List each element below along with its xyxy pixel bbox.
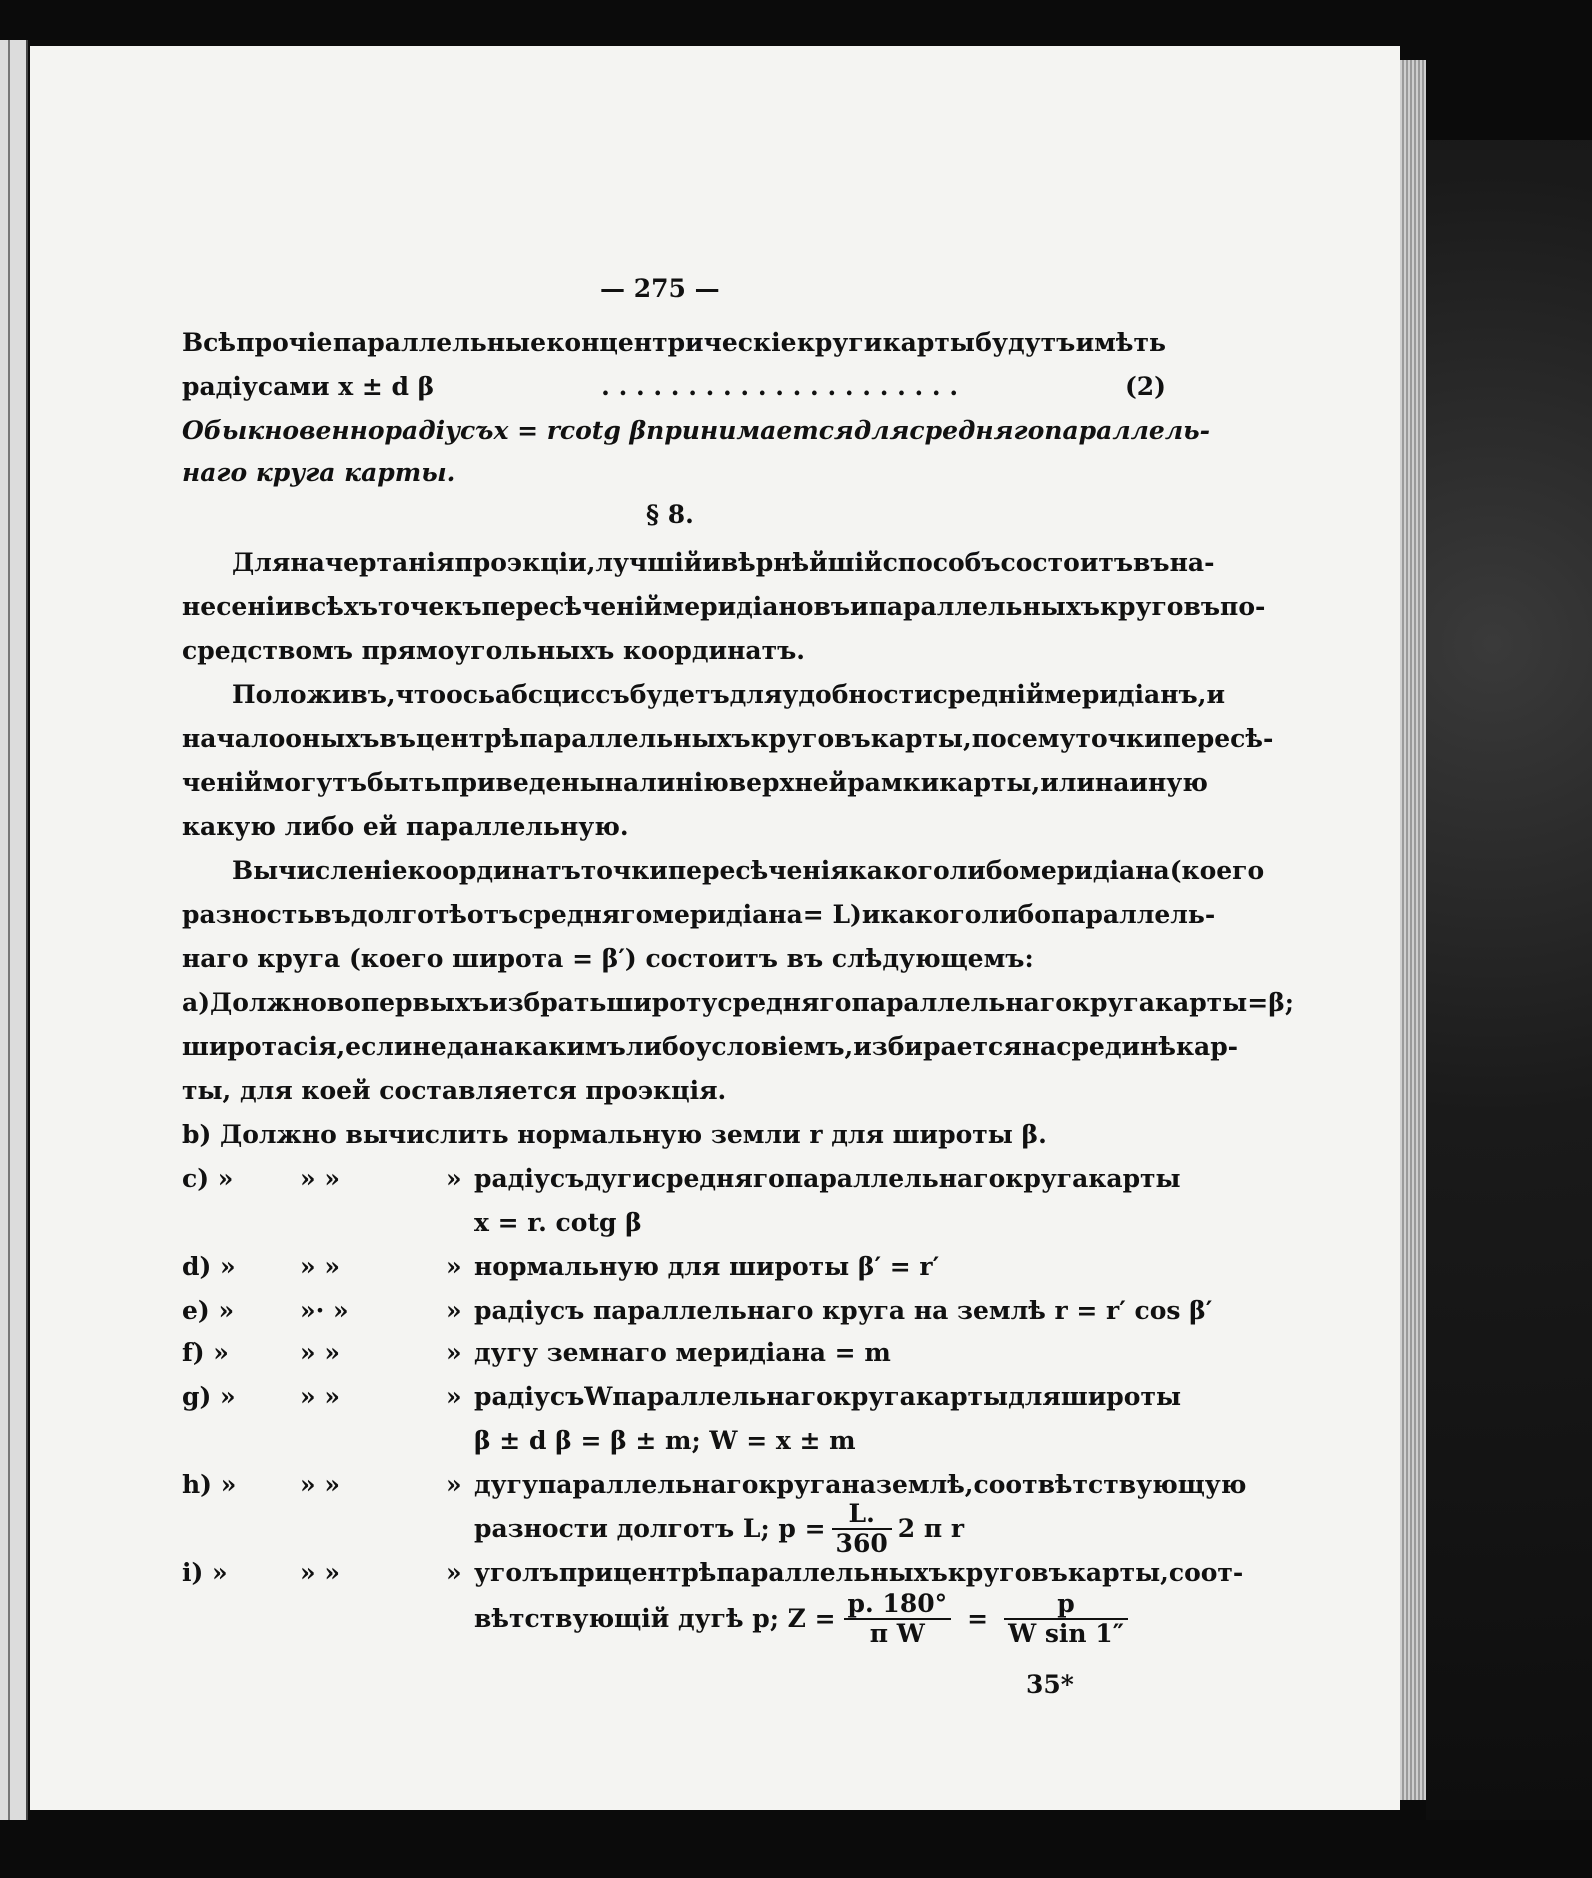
item-e-ditto: »· » bbox=[300, 1296, 349, 1325]
word: параллельнаго bbox=[784, 1164, 1006, 1193]
word: что bbox=[395, 680, 447, 709]
section-heading: § 8. bbox=[646, 500, 694, 529]
word: быть bbox=[366, 768, 442, 797]
word: W bbox=[584, 1382, 613, 1411]
item-g-text bbox=[474, 1382, 1182, 1411]
word: сія, bbox=[293, 1032, 346, 1061]
item-g-quote: » bbox=[446, 1382, 462, 1411]
p2-line-2: наго круга карты. bbox=[182, 458, 456, 487]
word: какого bbox=[848, 856, 950, 885]
word: круговъ bbox=[1099, 592, 1221, 621]
word: меридіана bbox=[652, 900, 803, 929]
word: Всѣ bbox=[182, 328, 236, 357]
word: круговъ bbox=[947, 1558, 1068, 1587]
word: параллельные bbox=[332, 328, 547, 357]
fraction-angle bbox=[844, 1590, 952, 1647]
word: начертанія bbox=[290, 548, 455, 577]
item-f-quote: » bbox=[446, 1338, 462, 1367]
word: параллельныхъ bbox=[519, 724, 751, 753]
item-d-ditto: » » bbox=[300, 1252, 340, 1281]
word: меридіановъ bbox=[662, 592, 851, 621]
word: для bbox=[1008, 1382, 1061, 1411]
word: прочіе bbox=[236, 328, 333, 357]
item-h-formula bbox=[474, 1500, 964, 1557]
word: избрать bbox=[489, 988, 607, 1017]
item-h-label: h) » bbox=[182, 1470, 237, 1499]
word: начало bbox=[182, 724, 286, 753]
word: кар- bbox=[1175, 1032, 1239, 1061]
item-h-formula-pre: разности долготъ L; p = bbox=[474, 1514, 826, 1543]
item-i-text bbox=[474, 1558, 1244, 1587]
word: во bbox=[326, 988, 361, 1017]
word: меридіана bbox=[1019, 856, 1170, 885]
word: дуги bbox=[584, 1164, 651, 1193]
item-g-ditto: » » bbox=[300, 1382, 340, 1411]
p2-line-1 bbox=[182, 416, 1211, 445]
word: карты bbox=[1088, 1164, 1181, 1193]
word: ченій bbox=[182, 768, 263, 797]
p3-line-3: средствомъ прямоугольныхъ координатъ. bbox=[182, 636, 805, 665]
word: параллельнаго bbox=[538, 1470, 759, 1499]
word: средняго bbox=[518, 900, 653, 929]
page-stack-edge bbox=[1400, 60, 1426, 1800]
item-f-text: дугу земнаго меридіана = m bbox=[474, 1338, 891, 1367]
word: линію bbox=[639, 768, 729, 797]
word: меридіанъ, bbox=[1044, 680, 1207, 709]
word: дана bbox=[446, 1032, 515, 1061]
item-h-quote: » bbox=[446, 1470, 462, 1499]
word: круга bbox=[832, 1382, 916, 1411]
left-page-edge bbox=[0, 40, 28, 1820]
item-c-ditto: » » bbox=[300, 1164, 340, 1193]
word: круги bbox=[796, 328, 883, 357]
word: землѣ, bbox=[876, 1470, 974, 1499]
word: концентрическіе bbox=[546, 328, 797, 357]
item-d-quote: » bbox=[446, 1252, 462, 1281]
word: a) bbox=[182, 988, 211, 1017]
word: Должно bbox=[210, 988, 327, 1017]
word: могутъ bbox=[262, 768, 367, 797]
item-a-line-3: ты, для коей составляется проэкція. bbox=[182, 1076, 727, 1105]
word: по- bbox=[1220, 592, 1266, 621]
equation-number: (2) bbox=[1124, 372, 1166, 401]
word: Обыкновенно bbox=[182, 416, 385, 445]
word: уголъ bbox=[474, 1558, 559, 1587]
p4-line-2 bbox=[182, 724, 1274, 753]
word: имѣть bbox=[1075, 328, 1166, 357]
word: при bbox=[558, 1558, 614, 1587]
p3-line-2 bbox=[182, 592, 1266, 621]
p4-line-3 bbox=[182, 768, 1208, 797]
word: точекъ bbox=[377, 592, 482, 621]
word: на- bbox=[1169, 548, 1215, 577]
item-c-label: c) » bbox=[182, 1164, 234, 1193]
word: если bbox=[345, 1032, 413, 1061]
book-cover bbox=[1426, 140, 1592, 1820]
word: точки bbox=[580, 856, 668, 885]
fraction-denominator: W sin 1″ bbox=[1008, 1618, 1124, 1648]
p1-line-1 bbox=[182, 330, 1166, 355]
item-i-ditto: » » bbox=[300, 1558, 340, 1587]
word: для bbox=[729, 680, 783, 709]
word: радіусъ bbox=[474, 1164, 585, 1193]
word: Для bbox=[232, 548, 291, 577]
word: средній bbox=[932, 680, 1045, 709]
p1-line-2-start: радіусами x ± d β bbox=[182, 372, 435, 401]
word: средняго bbox=[909, 416, 1045, 445]
fraction-l-360 bbox=[832, 1500, 892, 1557]
word: посему bbox=[971, 724, 1076, 753]
word: средняго bbox=[717, 988, 852, 1017]
item-f-ditto: » » bbox=[300, 1338, 340, 1367]
item-i-formula bbox=[474, 1590, 1136, 1647]
word: карты bbox=[1154, 988, 1248, 1017]
fraction-numerator: p bbox=[1004, 1590, 1128, 1620]
item-h-formula-post: 2 π r bbox=[897, 1514, 965, 1543]
word: будетъ bbox=[629, 680, 730, 709]
printer-signature-mark: 35* bbox=[1026, 1670, 1074, 1699]
word: въ bbox=[314, 900, 351, 929]
word: какого bbox=[880, 900, 982, 929]
item-a-line-1 bbox=[182, 988, 1295, 1017]
word: карты, bbox=[939, 768, 1041, 797]
word: на bbox=[1021, 1032, 1057, 1061]
word: круга bbox=[758, 1470, 842, 1499]
word: круга bbox=[1005, 1164, 1089, 1193]
word: карты bbox=[882, 328, 975, 357]
p3-line-1 bbox=[232, 548, 1215, 577]
word: радіусъ bbox=[384, 416, 494, 445]
item-h-ditto: » » bbox=[300, 1470, 340, 1499]
p4-line-4: какую либо ей параллельную. bbox=[182, 812, 629, 841]
word: удобности bbox=[782, 680, 933, 709]
p4-line-1 bbox=[232, 680, 1225, 709]
word: верхней bbox=[728, 768, 848, 797]
word: иную bbox=[1129, 768, 1208, 797]
word: оныхъ bbox=[285, 724, 380, 753]
item-b: b) Должно вычислить нормальную земли r для широты β. bbox=[182, 1120, 1047, 1149]
word: на bbox=[1094, 768, 1130, 797]
item-c-quote: » bbox=[446, 1164, 462, 1193]
item-h-text bbox=[474, 1470, 1247, 1499]
word: карты, bbox=[1067, 1558, 1169, 1587]
item-c-text bbox=[474, 1164, 1181, 1193]
item-i-label: i) » bbox=[182, 1558, 228, 1587]
word: и bbox=[861, 900, 881, 929]
word: приведены bbox=[441, 768, 605, 797]
word: рамки bbox=[847, 768, 940, 797]
word: центрѣ bbox=[613, 1558, 717, 1587]
word: средняго bbox=[650, 1164, 785, 1193]
word: центрѣ bbox=[415, 724, 520, 753]
word: принимается bbox=[646, 416, 854, 445]
item-i-quote: » bbox=[446, 1558, 462, 1587]
word: либо bbox=[625, 1032, 696, 1061]
item-d-label: d) » bbox=[182, 1252, 236, 1281]
word: абсциссъ bbox=[494, 680, 630, 709]
fraction-denominator: 360 bbox=[835, 1528, 888, 1558]
word: =β; bbox=[1247, 988, 1295, 1017]
word: пересѣ- bbox=[1162, 724, 1274, 753]
word: пересѣченій bbox=[481, 592, 663, 621]
word: на bbox=[841, 1470, 876, 1499]
word: несеніи bbox=[182, 592, 294, 621]
word: срединѣ bbox=[1056, 1032, 1176, 1061]
item-a-line-2 bbox=[182, 1032, 1239, 1061]
word: параллельныхъ bbox=[868, 592, 1100, 621]
word: въ bbox=[379, 724, 416, 753]
word: условіемъ, bbox=[695, 1032, 854, 1061]
word: параллельнаго bbox=[851, 988, 1072, 1017]
word: дугу bbox=[474, 1470, 538, 1499]
word: не bbox=[412, 1032, 447, 1061]
item-d-text: нормальную для широты β′ = r′ bbox=[474, 1252, 940, 1281]
word: въ bbox=[1133, 548, 1170, 577]
word: круга bbox=[1071, 988, 1155, 1017]
word: избирается bbox=[853, 1032, 1022, 1061]
word: широта bbox=[182, 1032, 294, 1061]
word: первыхъ bbox=[360, 988, 490, 1017]
word: будутъ bbox=[975, 328, 1076, 357]
word: параллельныхъ bbox=[716, 1558, 948, 1587]
word: и bbox=[1206, 680, 1225, 709]
p1-line-2 bbox=[182, 374, 1166, 399]
word: x = r bbox=[493, 416, 560, 445]
word: точки bbox=[1075, 724, 1163, 753]
word: и bbox=[850, 592, 869, 621]
word: для bbox=[853, 416, 910, 445]
item-f-label: f) » bbox=[182, 1338, 229, 1367]
word: карты, bbox=[870, 724, 972, 753]
word: cotg β bbox=[559, 416, 647, 445]
word: Вычисленіе bbox=[232, 856, 408, 885]
item-i-formula-pre: вѣтствующій дугѣ p; Z = bbox=[474, 1604, 836, 1633]
word: круговъ bbox=[750, 724, 871, 753]
p5-line-3: наго круга (коего широта = β′) состоитъ въ слѣдующемъ: bbox=[182, 944, 1034, 973]
word: и bbox=[702, 548, 721, 577]
item-e-label: e) » bbox=[182, 1296, 235, 1325]
item-c-formula: x = r. cotg β bbox=[474, 1208, 642, 1237]
word: разность bbox=[182, 900, 315, 929]
word: проэкціи, bbox=[454, 548, 596, 577]
word: всѣхъ bbox=[293, 592, 378, 621]
page-number: — 275 — bbox=[600, 274, 720, 303]
word: какимъ bbox=[514, 1032, 626, 1061]
word: лучшій bbox=[595, 548, 703, 577]
word: широту bbox=[606, 988, 718, 1017]
leader-dots: . . . . . . . . . . . . . . . . . . . . . bbox=[601, 374, 959, 399]
item-g-label: g) » bbox=[182, 1382, 236, 1411]
word: = L) bbox=[802, 900, 862, 929]
word: состоитъ bbox=[1000, 548, 1134, 577]
word: карты bbox=[915, 1382, 1009, 1411]
word: параллель- bbox=[1044, 416, 1211, 445]
word: пересѣченія bbox=[667, 856, 849, 885]
word: вѣрнѣйшій bbox=[720, 548, 883, 577]
word: параллельнаго bbox=[612, 1382, 833, 1411]
word: долготѣ bbox=[350, 900, 467, 929]
item-g-formula: β ± d β = β ± m; W = x ± m bbox=[474, 1426, 856, 1455]
p5-line-1 bbox=[232, 856, 1265, 885]
word: на bbox=[604, 768, 640, 797]
word: соотвѣтствующую bbox=[973, 1470, 1247, 1499]
p5-line-2 bbox=[182, 900, 1216, 929]
word: соот- bbox=[1168, 1558, 1244, 1587]
word: радіусъ bbox=[474, 1382, 585, 1411]
word: широты bbox=[1060, 1382, 1182, 1411]
word: либо bbox=[981, 900, 1051, 929]
word: ось bbox=[446, 680, 495, 709]
word: параллель- bbox=[1050, 900, 1216, 929]
fraction-numerator: p. 180° bbox=[844, 1590, 952, 1620]
word: координатъ bbox=[407, 856, 581, 885]
word: способъ bbox=[882, 548, 1001, 577]
word: (коего bbox=[1169, 856, 1265, 885]
equals-sign: = bbox=[967, 1604, 989, 1633]
item-e-quote: » bbox=[446, 1296, 462, 1325]
fraction-denominator: π W bbox=[869, 1618, 925, 1648]
word: либо bbox=[949, 856, 1020, 885]
word: отъ bbox=[466, 900, 519, 929]
fraction-sine bbox=[1004, 1590, 1128, 1647]
fraction-numerator: L. bbox=[832, 1500, 892, 1530]
word: или bbox=[1040, 768, 1095, 797]
item-e-text: радіусъ параллельнаго круга на землѣ r = r′ cos β′ bbox=[474, 1296, 1213, 1325]
word: Положивъ, bbox=[232, 680, 396, 709]
